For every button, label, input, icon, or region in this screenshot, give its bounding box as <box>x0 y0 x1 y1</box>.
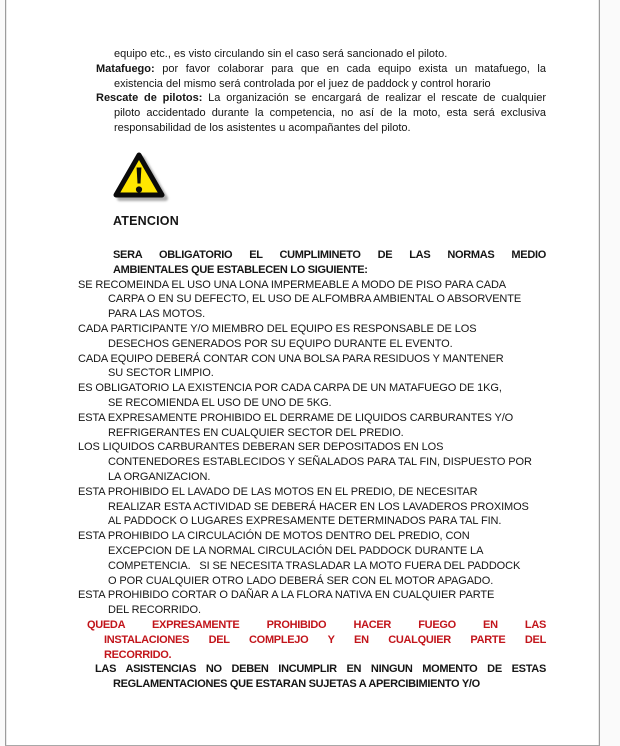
paragraph-lead: Rescate de pilotos: <box>96 92 203 105</box>
text-line: INSTALACIONES DEL COMPLEJO Y EN CUALQUIER PARTE DEL <box>104 633 546 646</box>
paragraph <box>96 62 546 92</box>
paragraph <box>78 529 546 588</box>
text-line: Matafuego: por favor colaborar para que en cada equipo exista un matafuego, la <box>96 62 546 75</box>
exclamation-dot <box>136 186 142 192</box>
paragraph <box>96 47 546 62</box>
text-line: SU SECTOR LIMPIO. <box>108 367 214 380</box>
text-line: ESTA PROHIBIDO CORTAR O DAÑAR A LA FLORA NATIVA EN CUALQUIER PARTE <box>78 589 495 602</box>
text-line: O POR CUALQUIER OTRO LADO DEBERÁ SER CON EL MOTOR APAGADO. <box>108 574 494 587</box>
text-line: SERA OBLIGATORIO EL CUMPLIMINETO DE LAS NORMAS MEDIO <box>113 249 546 261</box>
text-line: ESTA PROHIBIDO LA CIRCULACIÓN DE MOTOS DENTRO DEL PREDIO, CON <box>78 530 470 543</box>
text-line: ESTA PROHIBIDO EL LAVADO DE LAS MOTOS EN EL PREDIO, DE NECESITAR <box>78 485 478 498</box>
text-line: RECORRIDO. <box>104 648 172 661</box>
text-line: COMPETENCIA. SI SE NECESITA TRASLADAR LA MOTO FUERA DEL PADDOCK <box>108 559 521 572</box>
text-line: CADA PARTICIPANTE Y/O MIEMBRO DEL EQUIPO ES RESPONSABLE DE LOS <box>78 322 477 335</box>
text-line: SE RECOMEINDA EL USO UNA LONA IMPERMEABLE A MODO DE PISO PARA CADA <box>78 278 507 291</box>
paragraph <box>96 91 546 135</box>
text-line: AMBIENTALES QUE ESTABLECEN LO SIGUIENTE: <box>113 263 368 276</box>
paragraph-lead: Matafuego: <box>96 62 155 75</box>
text-line: LA ORGANIZACION. <box>108 470 211 483</box>
text-line: DESECHOS GENERADOS POR SU EQUIPO DURANTE EL EVENTO. <box>108 337 453 350</box>
text-line: Rescate de pilotos: La organización se encargará de realizar el rescate de cualquier <box>96 92 546 105</box>
text-line: CONTENEDORES ESTABLECIDOS Y SEÑALADOS PARA TAL FIN, DISPUESTO POR <box>108 456 532 469</box>
text-line: ESTA EXPRESAMENTE PROHIBIDO EL DERRAME DE LIQUIDOS CARBURANTES Y/O <box>78 411 514 424</box>
attention-heading: ATENCION <box>113 214 179 228</box>
paragraph <box>78 278 546 322</box>
text-line: EXCEPCION DE LA NORMAL CIRCULACIÓN DEL PADDOCK DURANTE LA <box>108 544 484 557</box>
text-line: REGLAMENTACIONES QUE ESTARAN SUJETAS A APERCIBIMIENTO Y/O <box>113 678 480 691</box>
text-line: REFRIGERANTES EN CUALQUIER SECTOR DEL PREDIO. <box>108 426 404 439</box>
text-line: LOS LIQUIDOS CARBURANTES DEBERAN SER DEPOSITADOS EN LOS <box>78 441 444 454</box>
text-line: PARA LAS MOTOS. <box>108 308 206 321</box>
text-line: CARPA O EN SU DEFECTO, EL USO DE ALFOMBRA AMBIENTAL O ABSORVENTE <box>108 293 522 306</box>
paragraph <box>78 618 546 662</box>
paragraph <box>78 381 546 411</box>
text-line: equipo etc., es visto circulando sin el caso será sancionado el piloto. <box>114 48 448 60</box>
text-line: piloto accidentado durante la competencia, no así de la moto, esta será exclusiva <box>114 107 546 120</box>
warning-triangle-icon <box>111 151 173 209</box>
text-line: QUEDA EXPRESAMENTE PROHIBIDO HACER FUEGO EN LAS <box>87 618 546 631</box>
text-line: ES OBLIGATORIO LA EXISTENCIA POR CADA CARPA DE UN MATAFUEGO DE 1KG, <box>78 382 502 395</box>
text-line: DEL RECORRIDO. <box>108 604 201 617</box>
paragraph <box>78 662 546 692</box>
text-line: AL PADDOCK O LUGARES EXPRESAMENTE DETERMINADOS PARA TAL FIN. <box>108 515 502 528</box>
text-line: responsabilidad de los asistentes u acompañantes del piloto. <box>114 121 411 134</box>
text-line: CADA EQUIPO DEBERÁ CONTAR CON UNA BOLSA PARA RESIDUOS Y MANTENER <box>78 352 504 365</box>
document-page <box>5 0 600 746</box>
paragraph <box>78 322 546 352</box>
paragraph <box>78 588 546 618</box>
paragraph <box>78 352 546 382</box>
text-line: SE RECOMIENDA EL USO DE UNO DE 5KG. <box>108 396 332 409</box>
intro-paragraphs <box>96 47 546 136</box>
text-line: REALIZAR ESTA ACTIVIDAD SE DEBERÁ HACER EN LOS LAVADEROS PROXIMOS <box>108 500 529 513</box>
text-line: existencia del mismo será controlada por el juez de paddock y control horario <box>114 77 491 90</box>
rules-list <box>78 248 546 692</box>
text-line: LAS ASISTENCIAS NO DEBEN INCUMPLIR EN NINGUN MOMENTO DE ESTAS <box>95 663 546 676</box>
paragraph <box>78 440 546 484</box>
paragraph <box>78 248 546 278</box>
paragraph <box>78 485 546 529</box>
paragraph <box>78 411 546 441</box>
